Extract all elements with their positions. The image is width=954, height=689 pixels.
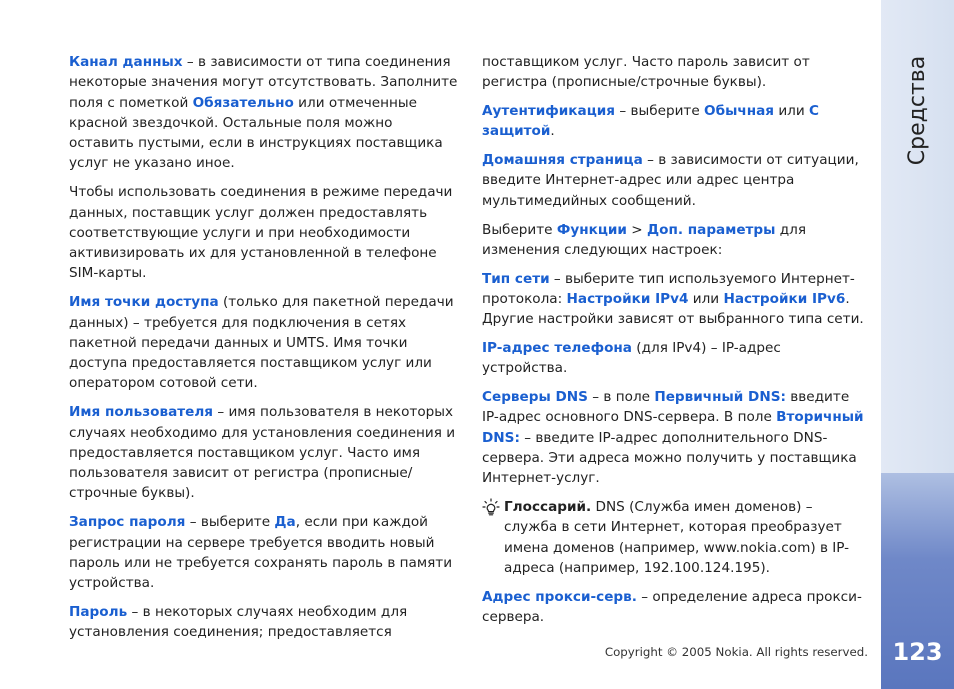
paragraph-authentication bbox=[482, 101, 868, 142]
term: Первичный DNS: bbox=[654, 389, 786, 406]
term: Настройки IPv4 bbox=[566, 290, 689, 307]
term: Канал данных bbox=[69, 54, 183, 70]
text: – в зависимости от ситуации, введите Интернет-адрес или адрес центра мультимедийных сообщений. bbox=[482, 152, 859, 209]
text: (только для пакетной передачи данных) – требуется для подключения в сетях пакетной передачи данных и UMTS. Имя точки доступа предоставляется поставщиком услуг или оператором сотовой сети. bbox=[69, 294, 454, 392]
term: Серверы DNS bbox=[482, 389, 588, 406]
text: – выберите тип используемого Интернет-протокола: bbox=[482, 270, 855, 307]
text: , если при каждой регистрации на сервере требуется вводить новый пароль или не требуется сохранять пароль в памяти устройства. bbox=[69, 514, 453, 592]
left-column bbox=[69, 52, 461, 651]
copyright-footer: Copyright © 2005 Nokia. All rights reserved. bbox=[604, 645, 868, 659]
text: – определение адреса прокси-сервера. bbox=[482, 588, 862, 626]
term: Запрос пароля bbox=[69, 514, 186, 531]
term: Настройки IPv6 bbox=[723, 290, 846, 307]
page-number: 123 bbox=[892, 638, 943, 666]
text: Выберите bbox=[482, 221, 557, 238]
text: . bbox=[550, 123, 555, 140]
glossary-title: Глоссарий. bbox=[504, 499, 592, 516]
paragraph-password-prompt bbox=[69, 512, 461, 593]
text: . Другие настройки зависят от выбранного типа сети. bbox=[482, 290, 864, 328]
text: – имя пользователя в некоторых случаях необходимо для установления соединения и предоставляется поставщиком услуг. Часто имя пользователя зависит от регистра (прописные/ строчные буквы). bbox=[69, 404, 456, 502]
lightbulb-icon bbox=[482, 498, 500, 516]
right-column bbox=[482, 52, 868, 636]
section-title-text: Средства bbox=[905, 55, 931, 165]
text: (для IPv4) – IP-адрес устройства. bbox=[482, 340, 781, 377]
glossary-text: DNS (Служба имен доменов) – служба в сети Интернет, которая преобразует имена доменов (например, www.nokia.com) в IP-адреса (например, 192.100.124.195). bbox=[504, 499, 850, 577]
section-title bbox=[892, 55, 944, 165]
text: – в некоторых случаях необходим для установления соединения; предоставляется bbox=[69, 603, 408, 641]
paragraph-dns-servers bbox=[482, 387, 868, 488]
term: Доп. параметры bbox=[647, 221, 776, 238]
term: Пароль bbox=[69, 603, 128, 620]
paragraph-phone-ip bbox=[482, 338, 868, 379]
term: Домашняя страница bbox=[482, 152, 643, 169]
term: Да bbox=[274, 514, 296, 531]
text: – выберите bbox=[615, 103, 705, 120]
paragraph-service-info bbox=[69, 182, 461, 283]
paragraph-proxy bbox=[482, 587, 868, 628]
term: Адрес прокси-серв. bbox=[482, 588, 637, 605]
text: для изменения следующих настроек: bbox=[482, 221, 807, 258]
text: > bbox=[626, 221, 648, 238]
text: Чтобы использовать соединения в режиме передачи данных, поставщик услуг должен предоставлять соответствующие услуги и при необходимости активизировать их для установленной в телефоне SIM-карты. bbox=[69, 184, 453, 282]
paragraph-access-point bbox=[69, 292, 461, 393]
term: Обычная bbox=[704, 103, 774, 120]
term: Обязательно bbox=[192, 94, 294, 111]
text: введите IP-адрес основного DNS-сервера. В поле bbox=[482, 389, 850, 426]
text: – в поле bbox=[587, 389, 655, 406]
text: или bbox=[688, 290, 724, 307]
paragraph-password-cont bbox=[482, 52, 868, 93]
text: или отмеченные красной звездочкой. Остальные поля можно оставить пустыми, если в инструкциях поставщика услуг не указано иное. bbox=[69, 94, 443, 172]
text: – в зависимости от типа соединения некоторые значения могут отсутствовать. Заполните поля с пометкой bbox=[69, 54, 458, 111]
text: поставщиком услуг. Часто пароль зависит от регистра (прописные/строчные буквы). bbox=[482, 54, 810, 91]
term: Аутентификация bbox=[482, 103, 616, 120]
text: – введите IP-адрес дополнительного DNS-сервера. Эти адреса можно получить у поставщика Интернет-услуг. bbox=[482, 429, 857, 487]
paragraph-password bbox=[69, 602, 461, 643]
term: Вторичный DNS: bbox=[482, 409, 864, 446]
glossary-note bbox=[482, 497, 868, 578]
paragraph-data-channel bbox=[69, 52, 461, 174]
paragraph-homepage bbox=[482, 150, 868, 211]
paragraph-network-type bbox=[482, 269, 868, 330]
text: или bbox=[774, 103, 809, 120]
paragraph-username bbox=[69, 402, 461, 503]
term: С защитой bbox=[482, 103, 819, 140]
term: Имя пользователя bbox=[69, 404, 214, 421]
text: – выберите bbox=[185, 514, 275, 531]
term: IP-адрес телефона bbox=[482, 340, 632, 357]
term: Тип сети bbox=[482, 270, 550, 287]
term: Имя точки доступа bbox=[69, 294, 219, 311]
paragraph-options bbox=[482, 220, 868, 261]
term: Функции bbox=[556, 221, 627, 238]
